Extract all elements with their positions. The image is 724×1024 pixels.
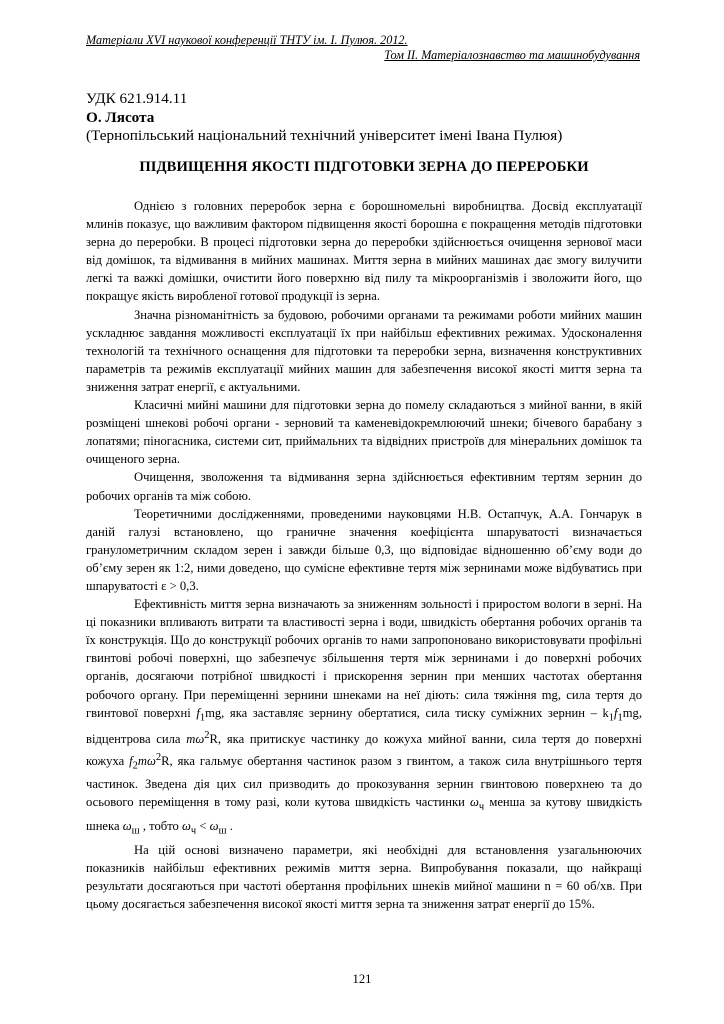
formula-m-omega: mω bbox=[186, 732, 205, 747]
author-affiliation: (Тернопільський національний технічний університет імені Івана Пулюя) bbox=[86, 127, 563, 144]
p6-text-e: R, яка гальмує обертання частинок разом з гвинтом, а також сила внутрішнього тертя частинок. Зведена дія цих сил призводить до прокозування зернин гвинтовою поверхнею та до осьового переміщення в тому разі, коли кутова швидкість частинки bbox=[86, 753, 642, 810]
article-title: ПІДВИЩЕННЯ ЯКОСТІ ПІДГОТОВКИ ЗЕРНА ДО ПЕРЕРОБКИ bbox=[139, 159, 589, 175]
p6-text-h: , тобто bbox=[139, 819, 182, 834]
paragraph-2: Значна різноманітність за будовою, робочими органами та режимами роботи мийних машин ускладнює завдання можливості експлуатації їх при найбільш ефективних режимах. Удосконалення технологій та технічного оснащення для підготовки та переробки зерна, визначення конструктивних параметрів та режимів експлуатації мийних машин для забезпечення високої якості миття зерна та зниження затрат енергії, є актуальними. bbox=[86, 307, 642, 394]
p6-text-end: . bbox=[226, 819, 233, 834]
udc-code: УДК 621.914.11 bbox=[86, 90, 188, 107]
friction-symbol: f bbox=[196, 705, 200, 720]
p6-text-b: mg, яка заставляє зернину обертатися, сила тиску суміжних зернин – k bbox=[205, 705, 609, 720]
p6-text-g: менша за кутову швидкість шнека bbox=[86, 795, 642, 834]
less-than: < bbox=[196, 819, 210, 834]
subscript: ш bbox=[131, 825, 140, 837]
subscript: 1 bbox=[199, 712, 206, 724]
subscript: ш bbox=[218, 825, 227, 837]
paragraph-6 bbox=[86, 595, 642, 841]
superscript: 2 bbox=[155, 751, 162, 763]
subscript: ч bbox=[190, 825, 197, 837]
subscript: 1 bbox=[617, 712, 623, 724]
article-body bbox=[86, 197, 642, 913]
omega-symbol: ω bbox=[209, 819, 219, 834]
p6-text-c: mg, відцентрова сила bbox=[86, 705, 642, 747]
friction-symbol: f bbox=[129, 753, 133, 768]
p6-text-d: R, яка притискує частинку до кожуха мийної ванни, сила тертя до поверхні кожуха bbox=[86, 732, 642, 768]
formula-m-omega: mω bbox=[137, 753, 156, 768]
running-header-volume: Том ІІ. Матеріалознавство та машинобудування bbox=[384, 48, 640, 62]
omega-symbol: ω bbox=[470, 795, 479, 810]
running-header-conference: Матеріали XVI наукової конференції ТНТУ ім. І. Пулюя. 2012. bbox=[86, 33, 408, 47]
paragraph-4: Очищення, зволоження та відмивання зерна здійснюється ефективним тертям зернин до робочих органів та між собою. bbox=[86, 470, 642, 503]
omega-symbol: ω bbox=[181, 819, 191, 834]
paragraph-3: Класичні мийні машини для підготовки зерна до помелу складаються з мийної ванни, в якій розміщені шнекові робочі органи - зерновий та каменевідокремлюючий шнеки; бічевого барабану з лопатями; піногасника, системи сит, приймальних та відвідних пристроїв для мінеральних домішок та очищеного зерна. bbox=[86, 398, 642, 467]
p6-text-a: Ефективність миття зерна визначають за зниженням зольності і приростом вологи в зерні. На ці показники впливають витрати та властивості зерна і води, швидкість обертання робочих органів та їх конструкція. Що до конструкції робочих органів то нами запропоновано використовувати профільні гвинтові робочі поверхні, що забезпечує збільшення тертя між зернинами і до поверхні робочих органів, досягаючи потрібної швидкості і прискорення зернин при менших частотах обертання робочого органу. При переміщенні зернини шнеками на неї діють: сила тяжіння mg, сила тертя до гвинтової поверхні bbox=[86, 597, 642, 720]
superscript: 2 bbox=[204, 730, 210, 742]
subscript: 1 bbox=[608, 712, 614, 724]
page-number: 121 bbox=[352, 972, 372, 986]
author-name: О. Лясота bbox=[86, 109, 155, 126]
paragraph-7: На цій основі визначено параметри, які необхідні для встановлення узагальнюючих показників найбільш ефективних режимів миття зерна. Випробування показали, що найкращі результати досягаються при частоті обертання профільних шнеків мийної машини n = 60 об/хв. При цьому досягається забезпечення високої якості миття зерна та зниження затрат енергії до 15%. bbox=[86, 842, 642, 911]
subscript: 2 bbox=[132, 760, 138, 772]
paragraph-1: Однією з головних переробок зерна є борошномельні виробництва. Досвід експлуатації млинів показує, що важливим фактором підвищення якості борошна є покращення методів підготовки зерна до переробки. В процесі підготовки зерна до переробки здійснюється очищення зернової маси від домішок, та відмивання в мийних машинах. Миття зерна в мийних машинах дає змогу вилучити легкі та важкі домішки, очистити його поверхню від пилу та мікроорганізмів і зволожити його, що покращує якість виробленої готової продукції із зерна. bbox=[86, 199, 642, 304]
friction-symbol: f bbox=[614, 705, 618, 720]
subscript: ч bbox=[478, 801, 485, 813]
paragraph-5: Теоретичними дослідженнями, проведеними науковцями Н.В. Остапчук, А.А. Гончарук в даній галузі встановлено, що граничне значення коефіцієнта шпаруватості визначається гранулометричним складом зерен і завжди більше 0,3, що відповідає відношенню об’єму води до об’єму зерен як 1:2, ними доведено, що сумісне ефективне тертя між зернинами може відбуватись при шпаруватості ε > 0,3. bbox=[86, 506, 642, 593]
omega-symbol: ω bbox=[122, 819, 132, 834]
